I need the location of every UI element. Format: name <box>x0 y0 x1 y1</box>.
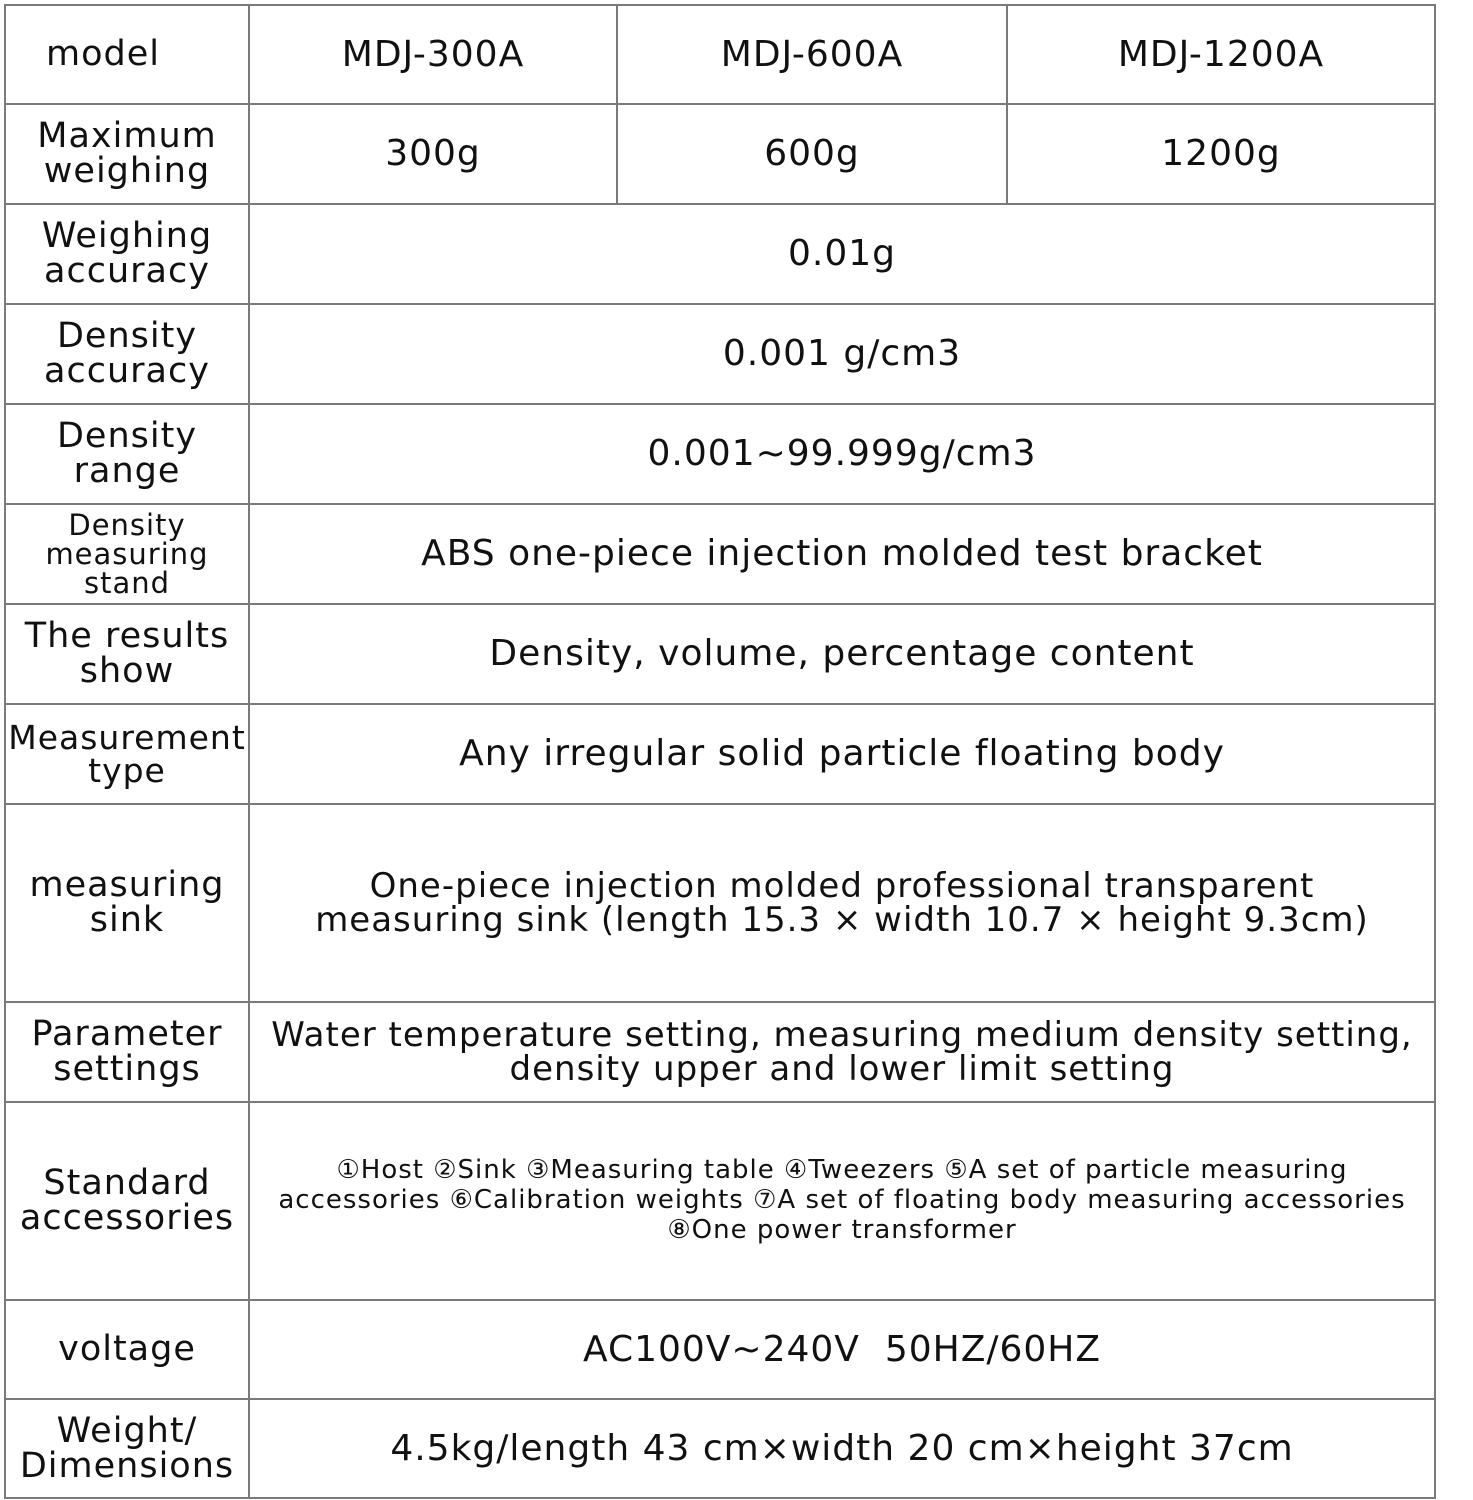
measuring-stand-value: ABS one-piece injection molded test bracket <box>249 504 1435 604</box>
table-row-voltage <box>5 1300 1435 1399</box>
table-row-density-accuracy <box>5 304 1435 404</box>
standard-accessories-value: ①Host ②Sink ③Measuring table ④Tweezers ⑤A set of particle measuring accessories ⑥Calibration weights ⑦A set of floating body measuring accessories ⑧One power transformer <box>249 1102 1435 1300</box>
density-accuracy-value: 0.001 g/cm3 <box>249 304 1435 404</box>
weight-dimensions-value: 4.5kg/length 43 cm×width 20 cm×height 37cm <box>249 1399 1435 1498</box>
table-row-weighing-accuracy <box>5 204 1435 304</box>
max-weighing-1200a: 1200g <box>1007 104 1435 204</box>
measurement-type-label: Measurement type <box>5 704 249 804</box>
table-row-density-range <box>5 404 1435 504</box>
voltage-label: voltage <box>5 1300 249 1399</box>
table-row-weight-dimensions <box>5 1399 1435 1498</box>
model-mdj-300a: MDJ-300A <box>249 5 617 104</box>
table-row-model <box>5 5 1435 104</box>
spec-table <box>4 4 1436 1499</box>
measuring-sink-value: One-piece injection molded professional transparent measuring sink (length 15.3 × width 10.7 × height 9.3cm) <box>249 804 1435 1002</box>
weight-dimensions-label: Weight/ Dimensions <box>5 1399 249 1498</box>
table-row-standard-accessories <box>5 1102 1435 1300</box>
max-weighing-600a: 600g <box>617 104 1007 204</box>
weighing-accuracy-label: Weighing accuracy <box>5 204 249 304</box>
density-accuracy-label: Density accuracy <box>5 304 249 404</box>
table-row-measuring-sink <box>5 804 1435 1002</box>
model-mdj-600a: MDJ-600A <box>617 5 1007 104</box>
voltage-value: AC100V~240V 50HZ/60HZ <box>249 1300 1435 1399</box>
table-row-measurement-type <box>5 704 1435 804</box>
max-weighing-300a: 300g <box>249 104 617 204</box>
max-weighing-label: Maximum weighing <box>5 104 249 204</box>
parameter-settings-value: Water temperature setting, measuring medium density setting, density upper and lower limit setting <box>249 1002 1435 1102</box>
results-show-label: The results show <box>5 604 249 704</box>
weighing-accuracy-value: 0.01g <box>249 204 1435 304</box>
table-row-results-show <box>5 604 1435 704</box>
measuring-sink-label: measuring sink <box>5 804 249 1002</box>
table-row-parameter-settings <box>5 1002 1435 1102</box>
measuring-stand-label: Density measuring stand <box>5 504 249 604</box>
model-mdj-1200a: MDJ-1200A <box>1007 5 1435 104</box>
measurement-type-value: Any irregular solid particle floating body <box>249 704 1435 804</box>
model-label: model <box>5 5 249 104</box>
density-range-label: Density range <box>5 404 249 504</box>
parameter-settings-label: Parameter settings <box>5 1002 249 1102</box>
density-range-value: 0.001~99.999g/cm3 <box>249 404 1435 504</box>
standard-accessories-label: Standard accessories <box>5 1102 249 1300</box>
table-row-measuring-stand <box>5 504 1435 604</box>
table-row-max-weighing <box>5 104 1435 204</box>
results-show-value: Density, volume, percentage content <box>249 604 1435 704</box>
